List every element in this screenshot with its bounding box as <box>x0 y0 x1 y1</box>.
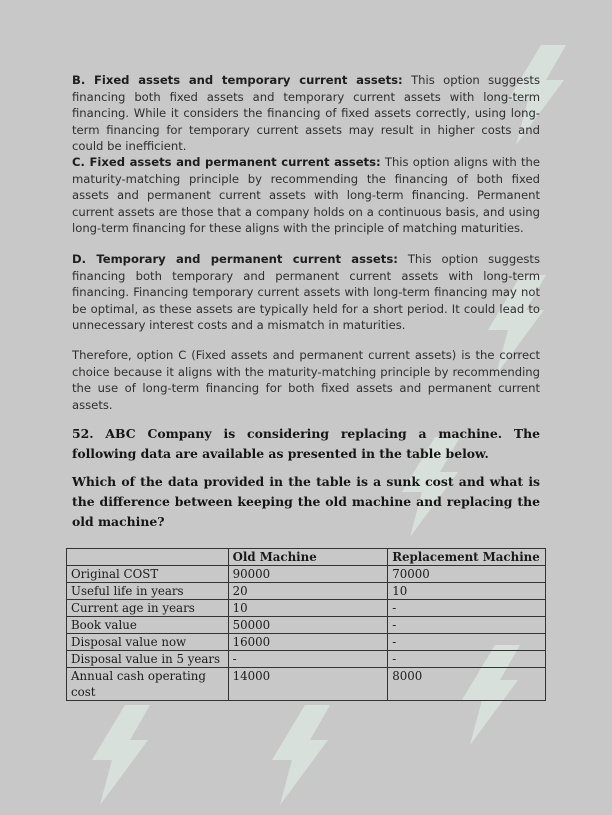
table-cell: Disposal value in 5 years <box>67 651 229 668</box>
table-cell: Annual cash operating cost <box>67 668 229 701</box>
table-cell: - <box>388 600 546 617</box>
table-row <box>67 600 546 617</box>
table-header-row <box>67 549 546 566</box>
table-row <box>67 566 546 583</box>
table-cell: 14000 <box>228 668 388 701</box>
table-cell: 10 <box>388 583 546 600</box>
option-c-text: This option aligns with the maturity-matching principle by recommending the financing of both fixed assets and permanent current assets with long-term financing. Permanent current assets are those that a company holds on a continuous basis, and using long-term financing for these aligns with the principle of matching maturities. <box>72 155 540 235</box>
option-d-label: D. Temporary and permanent current assets: <box>72 252 398 266</box>
table-row <box>67 583 546 600</box>
machine-data-table <box>66 548 546 701</box>
table-cell: Original COST <box>67 566 229 583</box>
watermark-logo <box>70 700 160 810</box>
paragraph-conclusion: Therefore, option C (Fixed assets and permanent current assets) is the correct choice because it aligns with the maturity-matching principle by recommending the use of long-term financing for both fixed assets and permanent current assets. <box>72 348 540 412</box>
table-cell: Disposal value now <box>67 634 229 651</box>
paragraph-option-c <box>72 154 540 237</box>
table-cell: - <box>388 617 546 634</box>
table-cell: 50000 <box>228 617 388 634</box>
table-row <box>67 617 546 634</box>
table-header-cell: Replacement Machine <box>388 549 546 566</box>
table-cell: - <box>228 651 388 668</box>
table-cell: 90000 <box>228 566 388 583</box>
table-cell: 70000 <box>388 566 546 583</box>
table-cell: Useful life in years <box>67 583 229 600</box>
option-b-text: This option suggests financing both fixed assets and temporary current assets with long-term financing. While it considers the financing of fixed assets correctly, using long-term financing for temporary current assets may result in higher costs and could be inefficient. <box>72 73 540 153</box>
paragraph-option-b <box>72 72 540 155</box>
table-header-cell <box>67 549 229 566</box>
table-cell: Book value <box>67 617 229 634</box>
table-row <box>67 651 546 668</box>
table-cell: - <box>388 651 546 668</box>
table-cell: 10 <box>228 600 388 617</box>
table-row <box>67 668 546 701</box>
paragraph-option-d <box>72 251 540 334</box>
question-intro: 52. ABC Company is considering replacing a machine. The following data are available as presented in the table below. <box>72 426 540 461</box>
option-c-label: C. Fixed assets and permanent current assets: <box>72 155 381 169</box>
table-cell: 16000 <box>228 634 388 651</box>
table-cell: 8000 <box>388 668 546 701</box>
table-header-cell: Old Machine <box>228 549 388 566</box>
table-cell: 20 <box>228 583 388 600</box>
option-d-text: This option suggests financing both temporary and permanent current assets with long-term financing. Financing temporary current assets with long-term financing may not be optimal, as these assets are typically held for a short period. It could lead to unnecessary interest costs and a mismatch in maturities. <box>72 252 540 332</box>
option-b-label: B. Fixed assets and temporary current assets: <box>72 73 403 87</box>
table-cell: - <box>388 634 546 651</box>
question-ask: Which of the data provided in the table is a sunk cost and what is the difference between keeping the old machine and replacing the old machine? <box>72 474 540 529</box>
watermark-logo <box>250 700 340 810</box>
table-cell: Current age in years <box>67 600 229 617</box>
table-row <box>67 634 546 651</box>
